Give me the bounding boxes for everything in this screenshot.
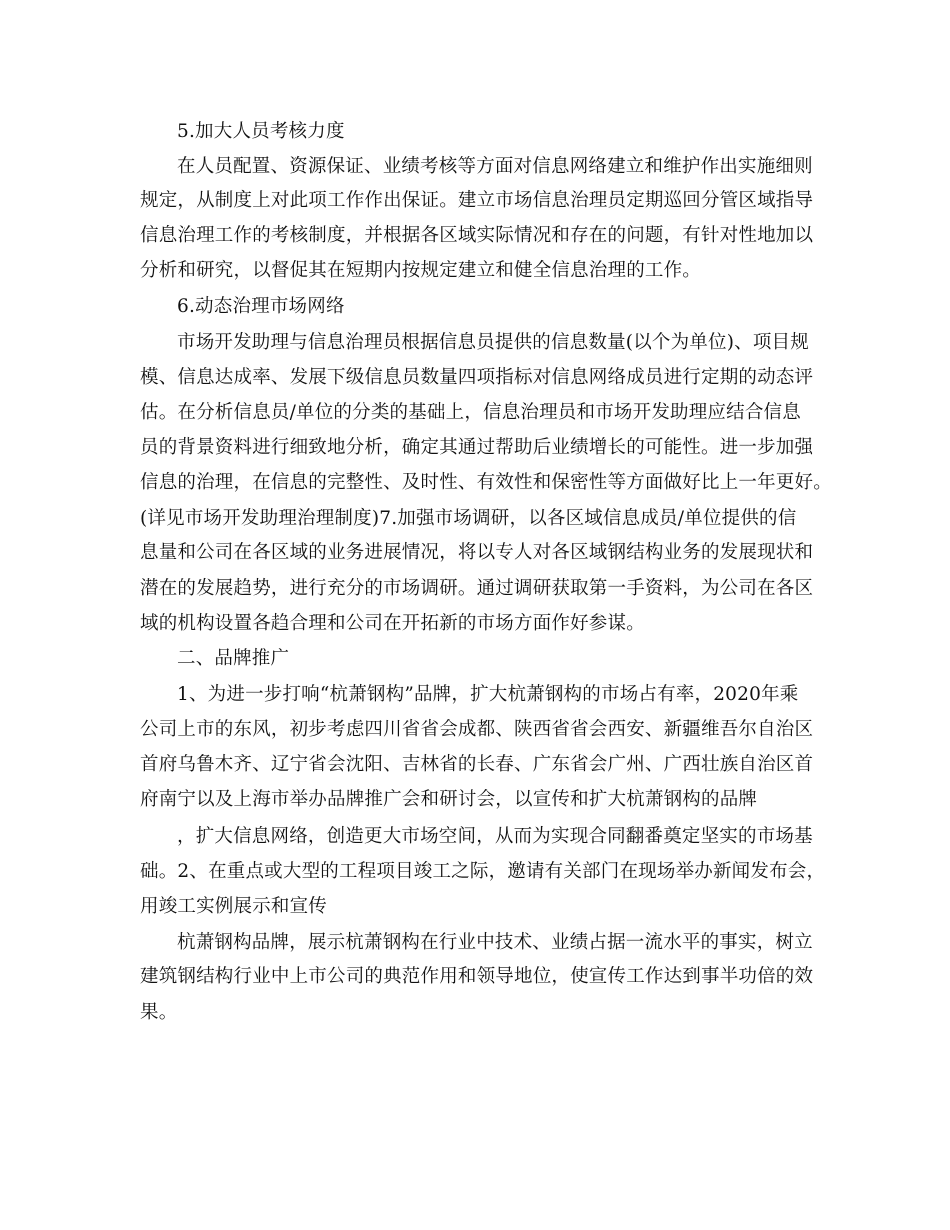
paragraph-line: 建筑钢结构行业中上市公司的典范作用和领导地位，使宣传工作达到事半功倍的效 (140, 966, 814, 987)
paragraph-line: 域的机构设置各趋合理和公司在开拓新的市场方面作好参谋。 (140, 613, 645, 634)
paragraph-line: 员的背景资料进行细致地分析，确定其通过帮助后业绩增长的可能性。进一步加强 (140, 437, 814, 458)
section-heading-brand: 二、品牌推广 (177, 648, 290, 669)
paragraph-line: 公司上市的东风，初步考虑四川省省会成都、陕西省省会西安、新疆维吾尔自治区 (140, 719, 814, 740)
paragraph-line: 市场开发助理与信息治理员根据信息员提供的信息数量(以个为单位)、项目规 (177, 332, 809, 353)
paragraph-line: 果。 (140, 1002, 178, 1023)
paragraph-line: 信息的治理，在信息的完整性、及时性、有效性和保密性等方面做好比上一年更好。 (140, 472, 832, 493)
paragraph-line: 潜在的发展趋势，进行充分的市场调研。通过调研获取第一手资料，为公司在各区 (140, 578, 814, 599)
paragraph-line: 规定，从制度上对此项工作作出保证。建立市场信息治理员定期巡回分管区域指导 (140, 190, 814, 211)
paragraph-line: 府南宁以及上海市举办品牌推广会和研讨会，以宣传和扩大杭萧钢构的品牌 (140, 789, 758, 810)
paragraph-line: 用竣工实例展示和宣传 (140, 896, 328, 917)
paragraph-line: 1、为进一步打响“杭萧钢构”品牌，扩大杭萧钢构的市场占有率，2020年乘 (177, 684, 799, 705)
paragraph-line: 础。2、在重点或大型的工程项目竣工之际，邀请有关部门在现场举办新闻发布会， (140, 861, 826, 882)
paragraph-line: 模、信息达成率、发展下级信息员数量四项指标对信息网络成员进行定期的动态评 (140, 367, 814, 388)
paragraph-line: ，扩大信息网络，创造更大市场空间，从而为实现合同翻番奠定坚实的市场基 (177, 826, 813, 847)
paragraph-line: 信息治理工作的考核制度，并根据各区域实际情况和存在的问题，有针对性地加以 (140, 225, 814, 246)
paragraph-line: 估。在分析信息员/单位的分类的基础上，信息治理员和市场开发助理应结合信息 (140, 402, 801, 423)
section-heading-6: 6.动态治理市场网络 (177, 296, 345, 317)
paragraph-line: 杭萧钢构品牌，展示杭萧钢构在行业中技术、业绩占据一流水平的事实，树立 (177, 932, 813, 953)
paragraph-line: 息量和公司在各区域的业务进展情况，将以专人对各区域钢结构业务的发展现状和 (140, 542, 814, 563)
paragraph-line: 首府乌鲁木齐、辽宁省会沈阳、吉林省的长春、广东省会广州、广西壮族自治区首 (140, 754, 814, 775)
section-heading-5: 5.加大人员考核力度 (177, 121, 345, 142)
paragraph-line: 分析和研究，以督促其在短期内按规定建立和健全信息治理的工作。 (140, 260, 702, 281)
paragraph-line: 在人员配置、资源保证、业绩考核等方面对信息网络建立和维护作出实施细则 (177, 156, 813, 177)
paragraph-line: (详见市场开发助理治理制度)7.加强市场调研，以各区域信息成员/单位提供的信 (140, 508, 797, 529)
